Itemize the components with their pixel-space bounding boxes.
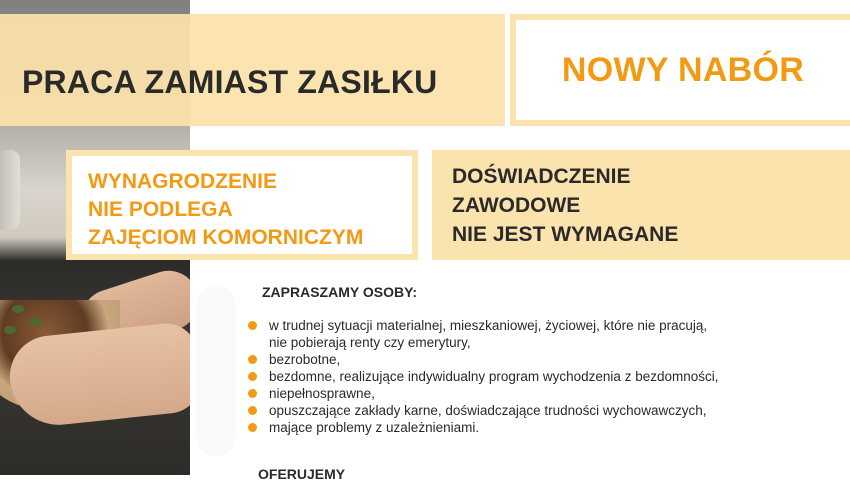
leaf-shape	[4, 326, 16, 334]
invite-list	[248, 317, 719, 436]
page-title: PRACA ZAMIAST ZASIŁKU	[22, 64, 438, 100]
experience-line: NIE JEST WYMAGANE	[452, 223, 679, 246]
bullet-dot-icon	[248, 355, 257, 364]
salary-line: NIE PODLEGA	[88, 198, 233, 221]
bullet-dot-icon	[248, 372, 257, 381]
bullet-dot-icon	[248, 389, 257, 398]
list-item	[248, 317, 719, 334]
salary-box-inner	[72, 156, 412, 254]
salary-line: ZAJĘCIOM KOMORNICZYM	[88, 226, 364, 249]
bullet-dot-icon	[248, 321, 257, 330]
title-banner	[0, 14, 505, 126]
list-item	[248, 419, 719, 436]
list-item	[248, 368, 719, 385]
offer-heading: OFERUJEMY	[258, 466, 346, 482]
list-item-text: bezdomne, realizujące indywidualny program wychodzenia z bezdomności,	[269, 369, 719, 384]
list-item-text: opuszczające zakłady karne, doświadczające trudności wychowawczych,	[269, 403, 707, 418]
list-item-text: bezrobotne,	[269, 352, 341, 367]
list-item-text: nie pobierają renty czy emerytury,	[269, 335, 471, 350]
recruitment-banner-inner	[516, 20, 850, 120]
list-item	[248, 385, 719, 402]
recruitment-label: NOWY NABÓR	[561, 50, 805, 89]
recruitment-banner	[510, 14, 850, 126]
leaf-shape	[12, 305, 24, 313]
invite-heading: ZAPRASZAMY OSOBY:	[262, 284, 418, 300]
glass-shape	[0, 150, 20, 230]
experience-line: DOŚWIADCZENIE	[452, 165, 631, 188]
salary-line: WYNAGRODZENIE	[88, 170, 277, 193]
experience-line: ZAWODOWE	[452, 194, 581, 217]
salary-box	[66, 150, 418, 260]
list-item-text: w trudnej sytuacji materialnej, mieszkaniowej, życiowej, które nie pracują,	[269, 318, 708, 333]
list-item-text: niepełnosprawne,	[269, 386, 375, 401]
list-item	[248, 351, 719, 368]
experience-box	[432, 150, 850, 260]
leaf-shape	[30, 318, 42, 326]
bullet-dot-icon	[248, 406, 257, 415]
bullet-dot-icon	[248, 423, 257, 432]
list-item-continuation	[248, 334, 719, 351]
list-item-text: mające problemy z uzależnieniami.	[269, 420, 480, 435]
decorative-strip	[196, 286, 236, 456]
list-item	[248, 402, 719, 419]
